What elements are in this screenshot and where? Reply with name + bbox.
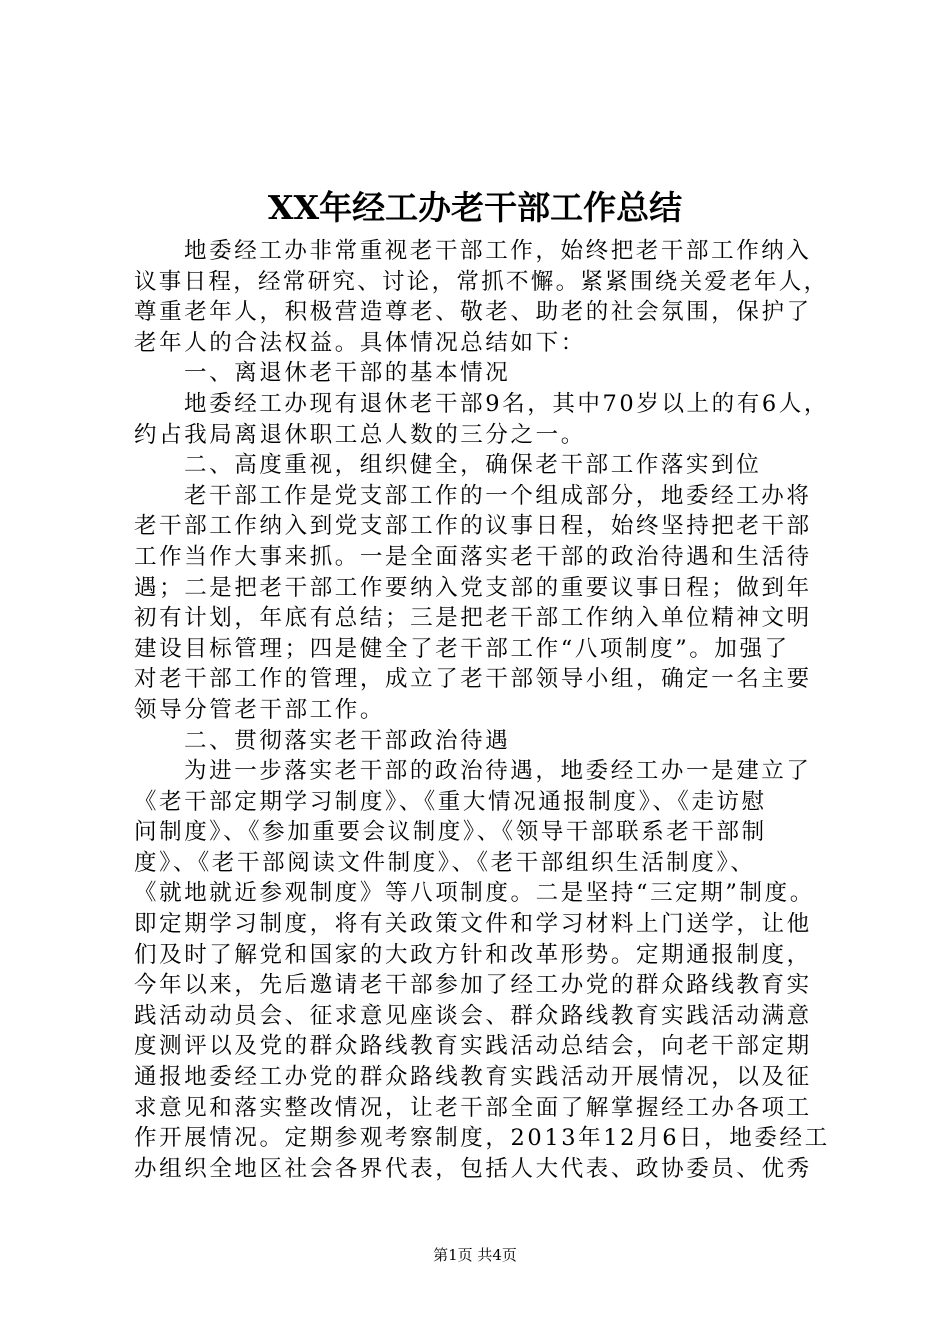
- text-line: 办组织全地区社会各界代表，包括人大代表、政协委员、优秀: [134, 1155, 812, 1182]
- text-line: 通报地委经工办党的群众路线教育实践活动开展情况，以及征: [134, 1064, 812, 1091]
- text-line: 地委经工办现有退休老干部9名，其中70岁以上的有6人，: [184, 390, 829, 417]
- text-line: 今年以来，先后邀请老干部参加了经工办党的群众路线教育实: [134, 972, 812, 999]
- text-line: 地委经工办非常重视老干部工作，始终把老干部工作纳入: [184, 238, 812, 264]
- text-line: 老年人的合法权益。具体情况总结如下：: [134, 329, 586, 356]
- text-line: 老干部工作纳入到党支部工作的议事日程，始终坚持把老干部: [134, 513, 812, 540]
- text-line: 尊重老年人，积极营造尊老、敬老、助老的社会氛围，保护了: [134, 299, 812, 326]
- document-title: XX年经工办老干部工作总结: [267, 188, 683, 227]
- text-line: 工作当作大事来抓。一是全面落实老干部的政治待遇和生活待: [134, 543, 812, 570]
- page-footer: 第1页 共4页: [433, 1246, 517, 1264]
- text-line: 议事日程，经常研究、讨论，常抓不懈。紧紧围绕关爱老年人，: [134, 268, 829, 295]
- text-line: 度》、《老干部阅读文件制度》、《老干部组织生活制度》、: [134, 849, 756, 876]
- text-line: 约占我局离退休职工总人数的三分之一。: [134, 421, 586, 448]
- text-line: 二、贯彻落实老干部政治待遇: [184, 727, 511, 754]
- document-body: [134, 236, 834, 1184]
- text-line: 即定期学习制度，将有关政策文件和学习材料上门送学，让他: [134, 911, 812, 938]
- text-line: 问制度》、《参加重要会议制度》、《领导干部联系老干部制: [134, 819, 767, 846]
- text-line: 作开展情况。定期参观考察制度，2013年12月6日，地委经工: [134, 1125, 830, 1152]
- text-line: 建设目标管理；四是健全了老干部工作“八项制度”。加强了: [134, 635, 790, 662]
- text-line: 求意见和落实整改情况，让老干部全面了解掌握经工办各项工: [134, 1094, 812, 1121]
- text-line: 二、高度重视，组织健全，确保老干部工作落实到位: [184, 452, 762, 479]
- text-line: 践活动动员会、征求意见座谈会、群众路线教育实践活动满意: [134, 1002, 812, 1029]
- text-line: 们及时了解党和国家的大政方针和改革形势。定期通报制度，: [134, 941, 812, 968]
- text-line: 度测评以及党的群众路线教育实践活动总结会，向老干部定期: [134, 1033, 812, 1060]
- text-line: 领导分管老干部工作。: [134, 696, 386, 723]
- text-line: 初有计划，年底有总结；三是把老干部工作纳入单位精神文明: [134, 605, 812, 632]
- text-line: 一、离退休老干部的基本情况: [184, 360, 511, 387]
- text-line: 对老干部工作的管理，成立了老干部领导小组，确定一名主要: [134, 666, 812, 693]
- text-line: 遇；二是把老干部工作要纳入党支部的重要议事日程；做到年: [134, 574, 812, 601]
- text-line: 老干部工作是党支部工作的一个组成部分，地委经工办将: [184, 482, 812, 509]
- text-line: 《就地就近参观制度》等八项制度。二是坚持“三定期”制度。: [134, 880, 815, 907]
- text-line: 《老干部定期学习制度》、《重大情况通报制度》、《走访慰: [134, 788, 767, 815]
- text-line: 为进一步落实老干部的政治待遇，地委经工办一是建立了: [184, 758, 812, 785]
